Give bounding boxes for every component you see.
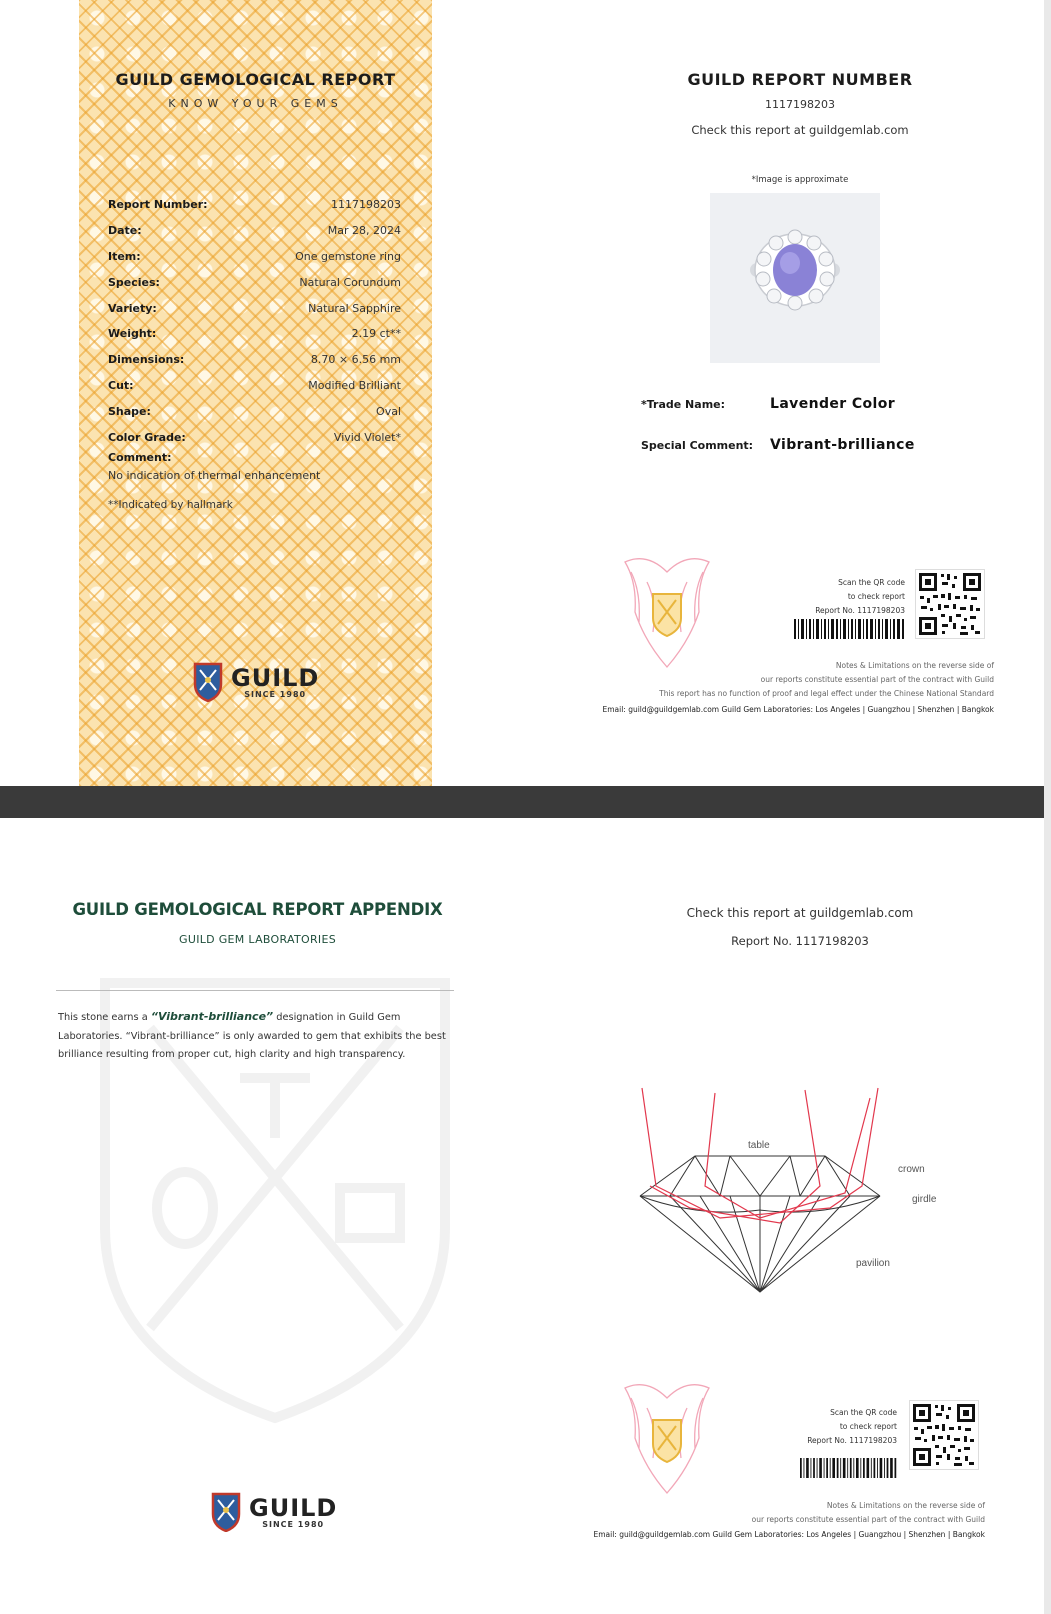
diamond-light-path-diagram: [630, 1068, 960, 1298]
report-tagline: KNOW YOUR GEMS: [168, 97, 343, 110]
field-value: 8.70 × 6.56 mm: [310, 353, 401, 367]
guild-logo: [193, 662, 319, 702]
field-species: [108, 269, 401, 295]
ring-illustration: [710, 193, 880, 363]
field-value: Vivid Violet*: [333, 430, 401, 444]
qr-caption-line: to check report: [839, 1422, 897, 1431]
field-value: Mar 28, 2024: [327, 224, 401, 238]
guild-shield-icon: [193, 662, 223, 702]
notes-line: Notes & Limitations on the reverse side of: [835, 661, 994, 670]
field-label: Item:: [108, 249, 141, 263]
report-title: GUILD GEMOLOGICAL REPORT: [115, 70, 396, 89]
guild-logo: [211, 1492, 337, 1532]
field-dimensions: [108, 347, 401, 373]
contact-email-line: Email: guild@guildgemlab.com Guild Gem Laboratories: Los Angeles | Guangzhou | Shenzhen | Bangkok: [602, 705, 994, 714]
guild-shield-icon: [211, 1492, 241, 1532]
field-value: Modified Brilliant: [308, 378, 401, 392]
report-number-title: GUILD REPORT NUMBER: [687, 70, 913, 89]
appendix-description: [58, 1008, 458, 1065]
field-value: Oval: [376, 404, 401, 418]
notes-line: Notes & Limitations on the reverse side of: [826, 1501, 985, 1510]
qr-caption-line: Scan the QR code: [830, 1408, 897, 1417]
qr-caption: [782, 1406, 897, 1448]
field-label: Date:: [108, 224, 142, 238]
field-value: Natural Corundum: [299, 275, 401, 289]
field-item: [108, 244, 401, 270]
field-label: Variety:: [108, 301, 157, 315]
guild-since: SINCE 1980: [262, 1519, 325, 1529]
special-comment-value: Vibrant-brilliance: [770, 437, 915, 453]
label-girdle: girdle: [912, 1194, 937, 1205]
qr-caption: [790, 576, 905, 618]
trade-name-label: *Trade Name:: [641, 398, 726, 411]
notes-line: our reports constitute essential part of the contract with Guild: [751, 1515, 985, 1524]
field-label: Color Grade:: [108, 430, 186, 444]
field-variety: [108, 295, 401, 321]
field-label: Species:: [108, 275, 160, 289]
field-value: Natural Sapphire: [308, 301, 401, 315]
qr-caption-line: Scan the QR code: [838, 578, 905, 587]
qr-code-icon[interactable]: [915, 569, 985, 639]
qr-caption-line: to check report: [847, 592, 905, 601]
notes-line: our reports constitute essential part of the contract with Guild: [760, 675, 994, 684]
field-value: One gemstone ring: [295, 249, 401, 263]
field-value: 1117198203: [331, 198, 401, 212]
field-label: Shape:: [108, 404, 151, 418]
gemstone-ring-image: [710, 193, 880, 363]
appendix-title: GUILD GEMOLOGICAL REPORT APPENDIX: [72, 900, 443, 919]
field-shape: [108, 398, 401, 424]
field-date: [108, 218, 401, 244]
guild-brand-name: GUILD: [231, 663, 320, 692]
report-number: 1117198203: [765, 98, 835, 111]
eagle-seal-icon: [617, 1378, 717, 1498]
trade-name-value: Lavender Color: [770, 396, 896, 412]
field-value: 2.19 ct**: [351, 327, 401, 341]
field-label: Report Number:: [108, 198, 208, 212]
field-label: Weight:: [108, 327, 157, 341]
description-text: This stone earns a: [58, 1012, 151, 1023]
report-appendix-page: [0, 818, 1044, 1614]
field-label: Cut:: [108, 378, 134, 392]
description-text: designation in Guild Gem Laboratories. “Vibrant-brilliance” is only awarded to gem that exhibits the best brilliance resulting from proper cut, high clarity and high transparency.: [58, 1012, 446, 1060]
contact-email-line: Email: guild@guildgemlab.com Guild Gem Laboratories: Los Angeles | Guangzhou | Shenzhen | Bangkok: [593, 1530, 985, 1539]
divider: [56, 990, 454, 991]
field-label: Dimensions:: [108, 353, 185, 367]
report-number: Report No. 1117198203: [731, 934, 869, 948]
notes-line: This report has no function of proof and legal effect under the Chinese National Standard: [659, 689, 994, 698]
verify-link-text: Check this report at guildgemlab.com: [686, 906, 914, 920]
barcode-icon: [794, 619, 906, 639]
report-front-page: [0, 0, 1044, 786]
label-table: table: [748, 1140, 770, 1151]
eagle-seal-icon: [617, 552, 717, 672]
special-comment-label: Special Comment:: [641, 439, 754, 452]
report-summary-panel: [79, 0, 432, 786]
qr-caption-line: Report No. 1117198203: [807, 1436, 897, 1445]
report-fields: [108, 192, 401, 450]
field-cut: [108, 373, 401, 399]
barcode-icon: [800, 1458, 898, 1478]
appendix-subtitle: GUILD GEM LABORATORIES: [179, 933, 336, 946]
image-approx-note: *Image is approximate: [751, 175, 849, 185]
field-report-number: [108, 192, 401, 218]
page-separator: [0, 786, 1051, 818]
notes-limitations: [560, 659, 994, 701]
hallmark-note: **Indicated by hallmark: [108, 499, 233, 511]
label-pavilion: pavilion: [856, 1258, 890, 1269]
guild-since: SINCE 1980: [244, 689, 307, 699]
verify-link-text: Check this report at guildgemlab.com: [691, 123, 909, 137]
notes-limitations: [560, 1499, 985, 1527]
label-crown: crown: [898, 1164, 925, 1175]
vibrant-brilliance-emphasis: “Vibrant-brilliance”: [150, 1010, 274, 1023]
guild-brand-name: GUILD: [249, 1493, 338, 1522]
viewer-edge: [1044, 0, 1051, 1614]
field-color-grade: [108, 424, 401, 450]
comment-label: Comment:: [108, 451, 172, 464]
field-weight: [108, 321, 401, 347]
qr-caption-line: Report No. 1117198203: [815, 606, 905, 615]
comment-value: No indication of thermal enhancement: [108, 469, 321, 482]
qr-code-icon[interactable]: [909, 1400, 979, 1470]
